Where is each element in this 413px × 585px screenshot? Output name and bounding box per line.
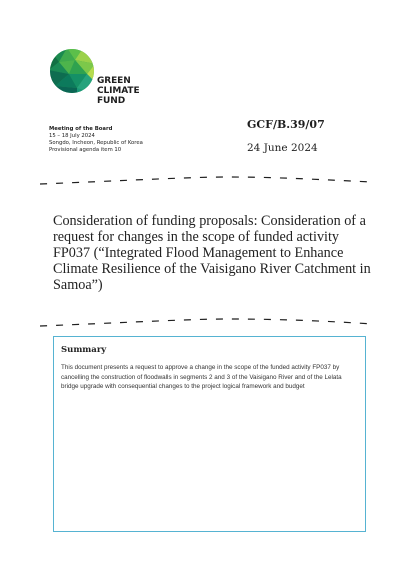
globe-logo-icon <box>49 48 95 94</box>
meeting-agenda-item: Provisional agenda item 10 <box>49 147 122 153</box>
gcf-logo <box>49 48 149 110</box>
meeting-dates: 15 – 18 July 2024 <box>49 133 95 139</box>
summary-heading: Summary <box>61 345 107 355</box>
logo-wordmark <box>97 76 140 106</box>
meeting-info <box>49 126 143 154</box>
logo-line-green: GREEN <box>97 76 131 86</box>
document-date: 24 June 2024 <box>247 142 318 154</box>
logo-line-fund: FUND <box>97 96 126 106</box>
meeting-title: Meeting of the Board <box>49 126 113 132</box>
summary-text: This document presents a request to approve a change in the scope of the funded activity FP037 by cancelling the construction of floodwalls in segments 2 and 3 of the Vaisigano River and of the Lelata bridge upgrade with consequential changes to the project logical framework and budget <box>61 364 342 390</box>
dashed-divider-top <box>38 175 374 187</box>
document-title: Consideration of funding proposals: Consideration of a request for changes in the scope of funded activity FP037 (“Integrated Flood Management to Enhance Climate Resilience of the Vaisigano River Catchment in Samoa”) <box>53 213 371 293</box>
logo-line-climate: CLIMATE <box>97 86 140 96</box>
dashed-divider-bottom <box>38 316 374 328</box>
document-reference: GCF/B.39/07 <box>247 118 325 131</box>
meeting-location: Songdo, Incheon, Republic of Korea <box>49 140 143 146</box>
summary-box <box>53 336 366 532</box>
